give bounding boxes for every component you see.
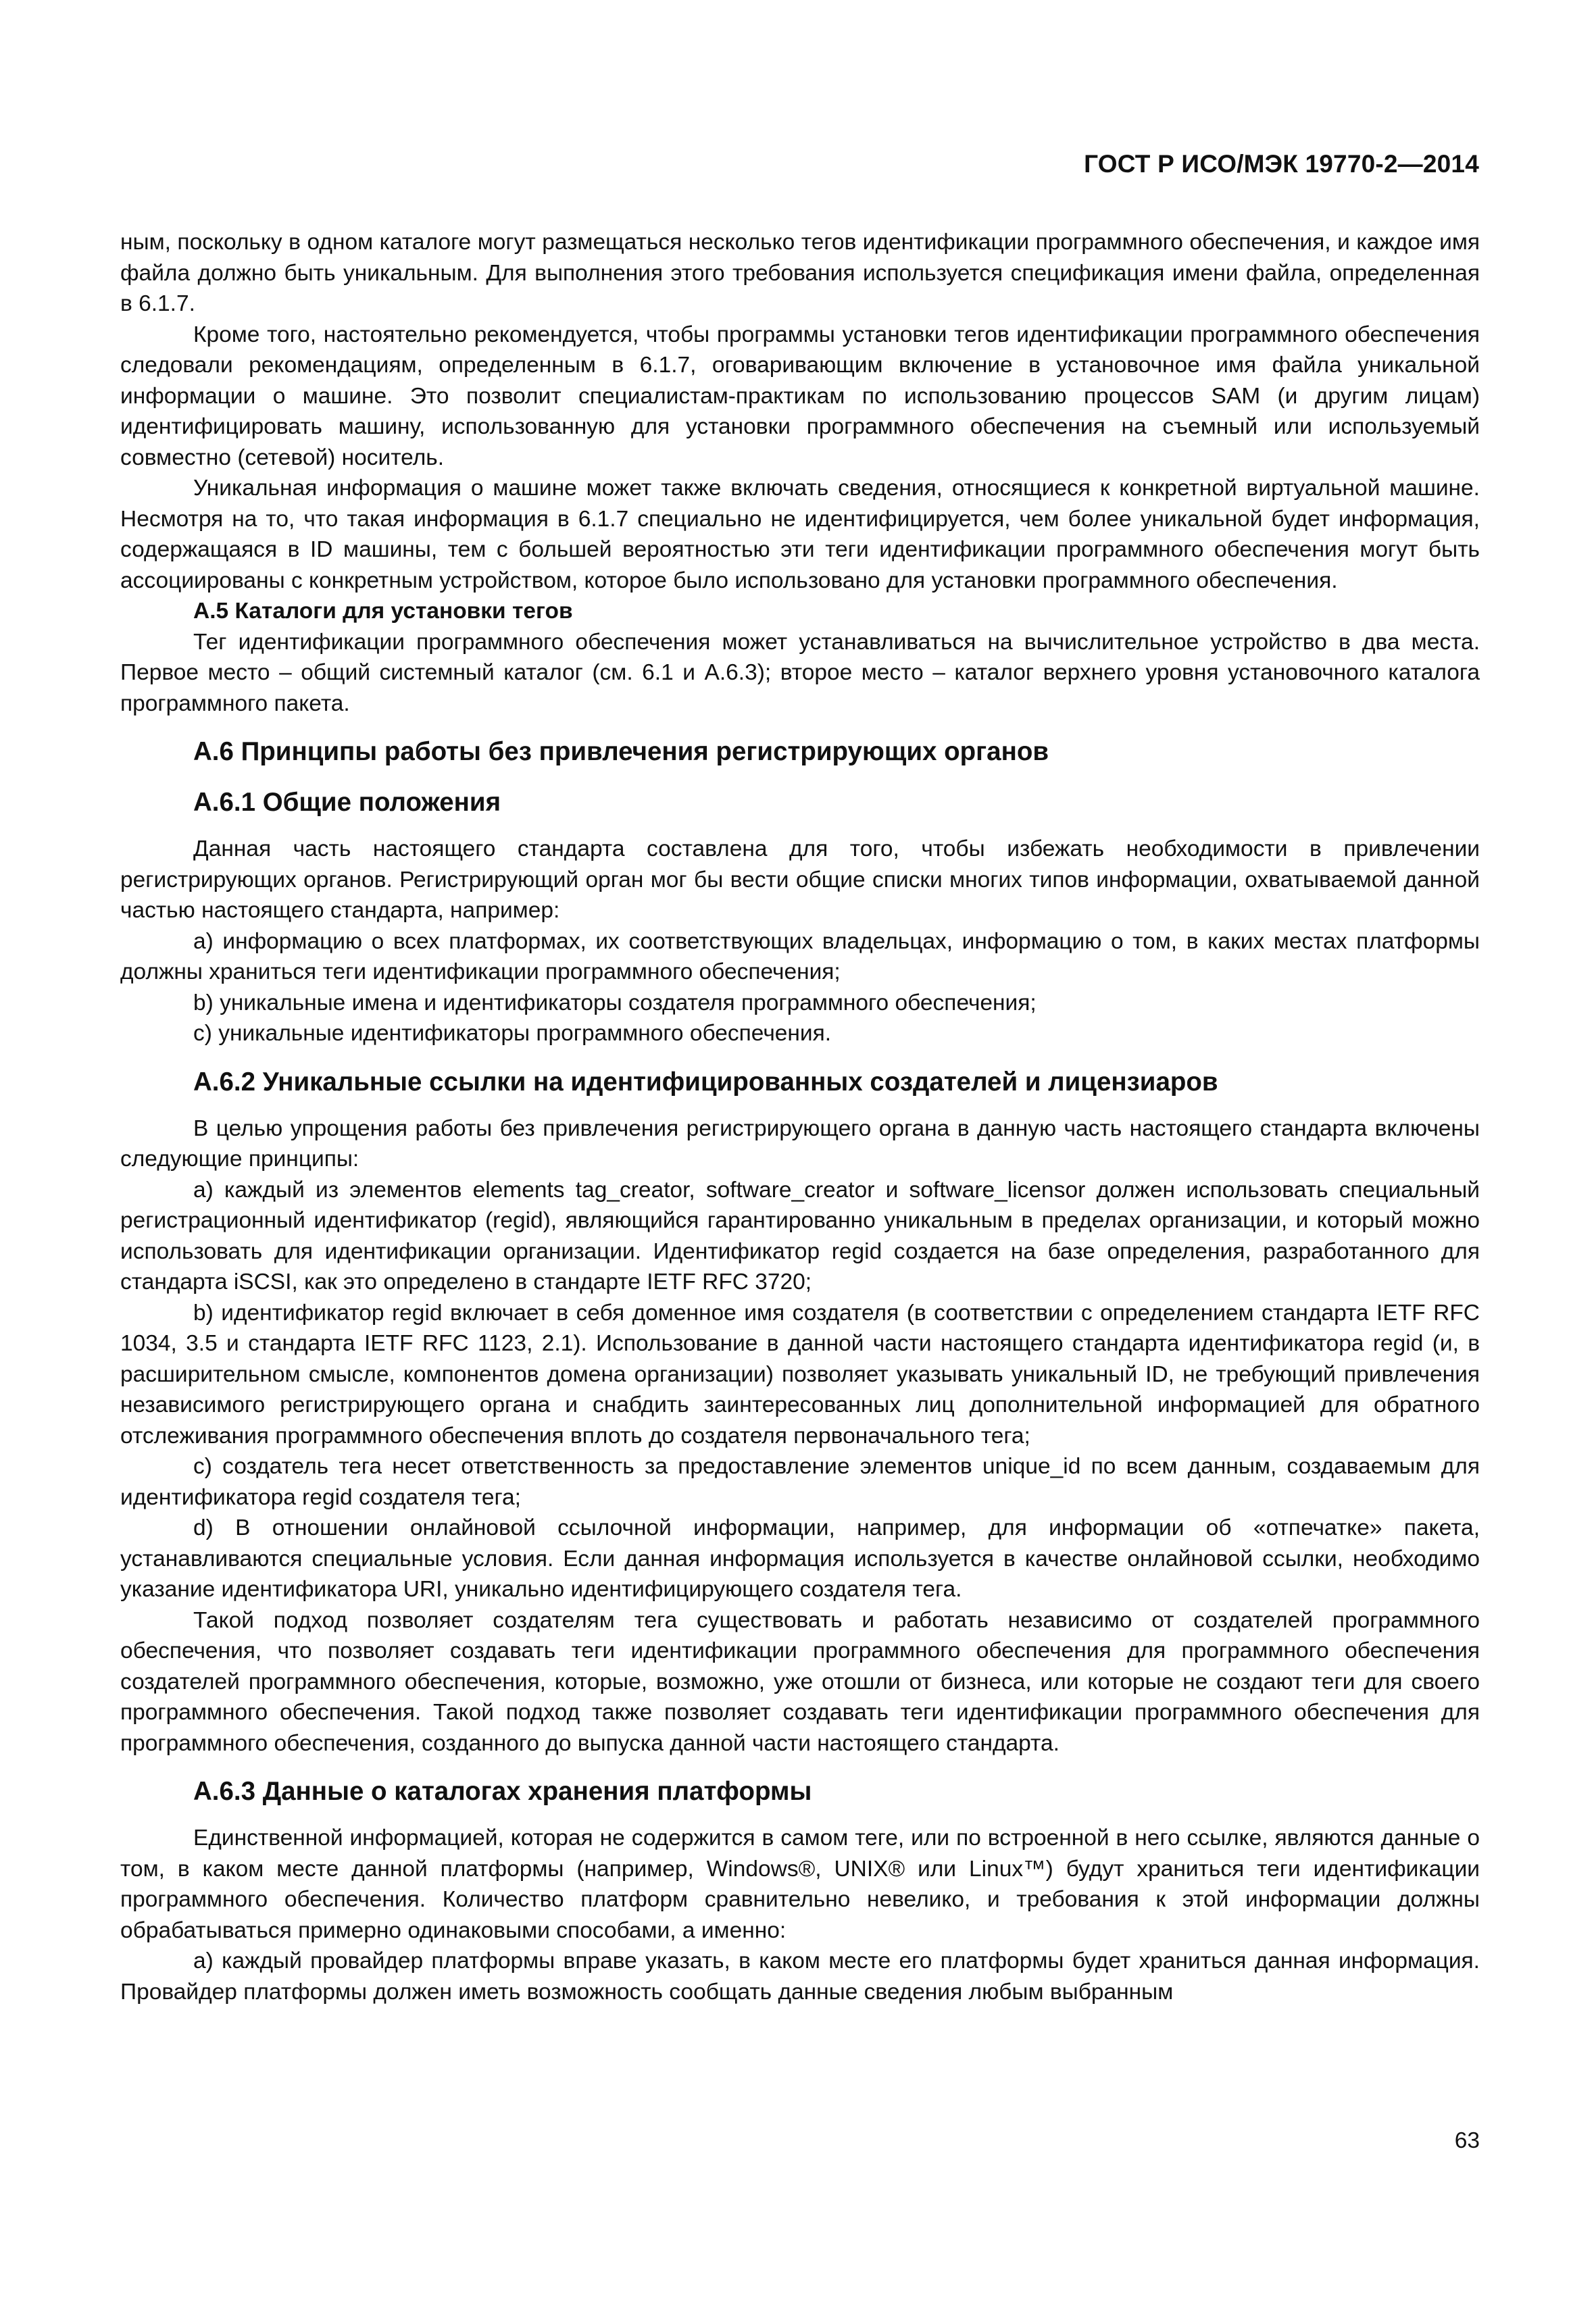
paragraph: Данная часть настоящего стандарта составлена для того, чтобы избежать необходимости в привлечении регистрирующих органов. Регистрирующий орган мог бы вести общие списки многих типов информации, охватываемой данной частью настоящего стандарта, например: [120, 836, 1480, 923]
section-heading-a6-1: А.6.1 Общие положения [193, 788, 501, 817]
list-item: d) В отношении онлайновой ссылочной информации, например, для информации об «отпечатке» пакета, устанавливаются специальные условия. Если данная информация используется в качестве онлайновой ссылки, необходимо указание идентификатора URI, уникально идентифицирующего создателя тега. [120, 1515, 1480, 1602]
standard-designation: ГОСТ Р ИСО/МЭК 19770-2—2014 [1084, 150, 1479, 178]
paragraph: В целью упрощения работы без привлечения регистрирующего органа в данную часть настоящего стандарта включены следующие принципы: [120, 1115, 1480, 1172]
section-heading-a5: А.5 Каталоги для установки тегов [193, 599, 573, 624]
page-body [120, 227, 1480, 2007]
paragraph: Тег идентификации программного обеспечения может устанавливаться на вычислительное устройство в два места. Первое место – общий системный каталог (см. 6.1 и А.6.3); второе место – каталог верхнего уровня установочного каталога программного пакета. [120, 629, 1480, 716]
section-heading-a6: А.6 Принципы работы без привлечения регистрирующих органов [193, 737, 1049, 766]
list-item: а) каждый провайдер платформы вправе указать, в каком месте его платформы будет храниться данная информация. Провайдер платформы должен иметь возможность сообщать данные сведения любым выбранным [120, 1948, 1480, 2005]
paragraph: ным, поскольку в одном каталоге могут размещаться несколько тегов идентификации программного обеспечения, и каждое имя файла должно быть уникальным. Для выполнения этого требования используется спецификация имени файла, определенная в 6.1.7. [120, 230, 1480, 316]
page-number: 63 [1454, 2128, 1480, 2153]
paragraph: Кроме того, настоятельно рекомендуется, чтобы программы установки тегов идентификации программного обеспечения следовали рекомендациям, определенным в 6.1.7, оговаривающим включение в установочное имя файла уникальной информации о машине. Это позволит специалистам-практикам по использованию процессов SAM (и другим лицам) идентифицировать машину, использованную для установки программного обеспечения на съемный или используемый совместно (сетевой) носитель. [120, 322, 1480, 470]
list-item: а) каждый из элементов elements tag_creator, software_creator и software_licensor должен использовать специальный регистрационный идентификатор (regid), являющийся гарантированно уникальным в пределах организации, и который можно использовать для идентификации организации. Идентификатор regid создается на базе определения, разработанного для стандарта iSCSI, как это определено в стандарте IETF RFC 3720; [120, 1177, 1480, 1294]
section-heading-a6-2: А.6.2 Уникальные ссылки на идентифицированных создателей и лицензиаров [193, 1067, 1218, 1097]
list-item: а) информацию о всех платформах, их соответствующих владельцах, информацию о том, в каких местах платформы должны храниться теги идентификации программного обеспечения; [120, 928, 1480, 984]
list-item: c) уникальные идентификаторы программного обеспечения. [193, 1021, 832, 1046]
section-heading-a6-3: А.6.3 Данные о каталогах хранения платформы [193, 1777, 812, 1806]
list-item: b) идентификатор regid включает в себя доменное имя создателя (в соответствии с определением стандарта IETF RFC 1034, 3.5 и стандарта IETF RFC 1123, 2.1). Использование в данной части настоящего стандарта идентификатора regid (и, в расширительном смысле, компонентов домена организации) позволяет указывать уникальный ID, не требующий привлечения независимого регистрирующего органа и снабдить заинтересованных лиц дополнительной информацией для обратного отслеживания программного обеспечения вплоть до создателя первоначального тега; [120, 1300, 1480, 1449]
list-item: b) уникальные имена и идентификаторы создателя программного обеспечения; [193, 990, 1037, 1015]
paragraph: Единственной информацией, которая не содержится в самом теге, или по встроенной в него ссылке, являются данные о том, в каком месте данной платформы (например, Windows®, UNIX® или Linux™) будут храниться теги идентификации программного обеспечения. Количество платформ сравнительно невелико, и требования к этой информации должны обрабатываться примерно одинаковыми способами, а именно: [120, 1826, 1480, 1943]
paragraph: Уникальная информация о машине может также включать сведения, относящиеся к конкретной виртуальной машине. Несмотря на то, что такая информация в 6.1.7 специально не идентифицируется, чем более уникальной будет информация, содержащаяся в ID машины, тем с большей вероятностью эти теги идентификации программного обеспечения могут быть ассоциированы с конкретным устройством, которое было использовано для установки программного обеспечения. [120, 476, 1480, 593]
list-item: c) создатель тега несет ответственность за предоставление элементов unique_id по всем данным, создаваемым для идентификатора regid создателя тега; [120, 1454, 1480, 1510]
paragraph: Такой подход позволяет создателям тега существовать и работать независимо от создателей программного обеспечения, что позволяет создавать теги идентификации программного обеспечения для программного обеспечения создателей программного обеспечения, которые, возможно, уже отошли от бизнеса, или которые не создают теги для своего программного обеспечения. Такой подход также позволяет создавать теги идентификации программного обеспечения для программного обеспечения, созданного до выпуска данной части настоящего стандарта. [120, 1607, 1480, 1756]
